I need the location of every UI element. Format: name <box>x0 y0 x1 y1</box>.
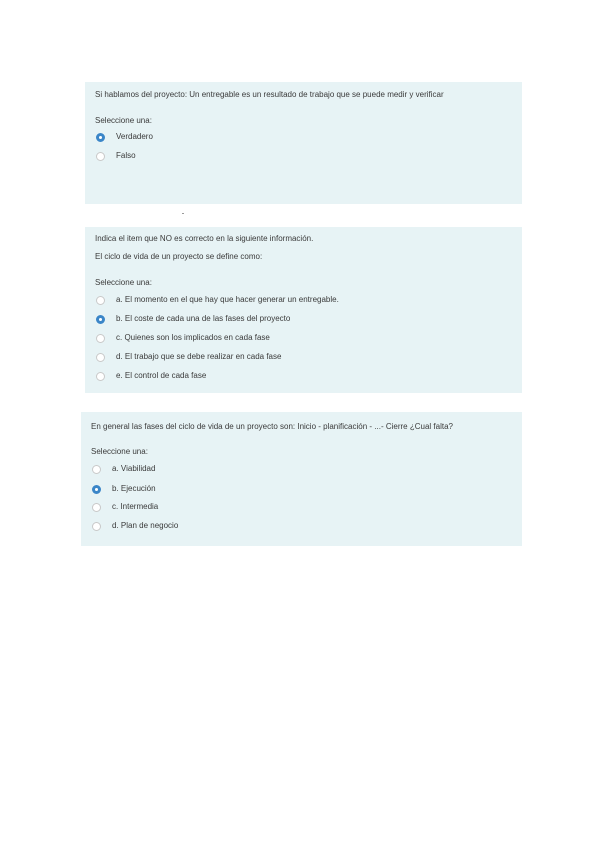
option-label: Verdadero <box>116 132 153 141</box>
select-prompt: Seleccione una: <box>91 447 148 456</box>
option-label: c. Intermedia <box>112 502 159 511</box>
option-label: c. Quienes son los implicados en cada fase <box>116 333 270 342</box>
radio-checked-icon[interactable] <box>96 315 105 324</box>
option-label: a. El momento en el que hay que hacer generar un entregable. <box>116 295 339 304</box>
option-label: d. El trabajo que se debe realizar en cada fase <box>116 352 282 361</box>
radio-unchecked-icon[interactable] <box>96 372 105 381</box>
question-text: Indica el item que NO es correcto en la siguiente información. <box>95 234 314 243</box>
radio-unchecked-icon[interactable] <box>96 353 105 362</box>
question-card-3 <box>81 412 522 546</box>
option-label: a. Viabilidad <box>112 464 156 473</box>
radio-unchecked-icon[interactable] <box>96 296 105 305</box>
radio-unchecked-icon[interactable] <box>92 522 101 531</box>
radio-checked-icon[interactable] <box>92 485 101 494</box>
option-falso[interactable] <box>96 150 136 162</box>
select-prompt: Seleccione una: <box>95 278 152 287</box>
question-subtext: El ciclo de vida de un proyecto se define como: <box>95 252 263 261</box>
option-b[interactable] <box>96 313 290 325</box>
select-prompt: Seleccione una: <box>95 116 152 125</box>
option-label: b. El coste de cada una de las fases del proyecto <box>116 314 291 323</box>
option-e[interactable] <box>96 370 206 382</box>
stray-mark <box>182 213 184 214</box>
option-label: d. Plan de negocio <box>112 521 179 530</box>
option-label: e. El control de cada fase <box>116 371 207 380</box>
option-d[interactable] <box>92 520 178 532</box>
radio-unchecked-icon[interactable] <box>96 152 105 161</box>
option-c[interactable] <box>92 501 158 513</box>
radio-checked-icon[interactable] <box>96 133 105 142</box>
option-d[interactable] <box>96 351 281 363</box>
radio-unchecked-icon[interactable] <box>96 334 105 343</box>
option-label: Falso <box>116 151 136 160</box>
option-c[interactable] <box>96 332 270 344</box>
option-a[interactable] <box>92 463 155 475</box>
question-card-2 <box>85 227 522 393</box>
question-text: En general las fases del ciclo de vida de un proyecto son: Inicio - planificación - ...- Cierre ¿Cual falta? <box>91 422 453 431</box>
question-card-1 <box>85 82 522 204</box>
question-text: Si hablamos del proyecto: Un entregable es un resultado de trabajo que se puede medir y verificar <box>95 90 444 99</box>
option-verdadero[interactable] <box>96 131 153 143</box>
option-b[interactable] <box>92 483 156 495</box>
radio-unchecked-icon[interactable] <box>92 503 101 512</box>
option-label: b. Ejecución <box>112 484 156 493</box>
radio-unchecked-icon[interactable] <box>92 465 101 474</box>
option-a[interactable] <box>96 294 339 306</box>
